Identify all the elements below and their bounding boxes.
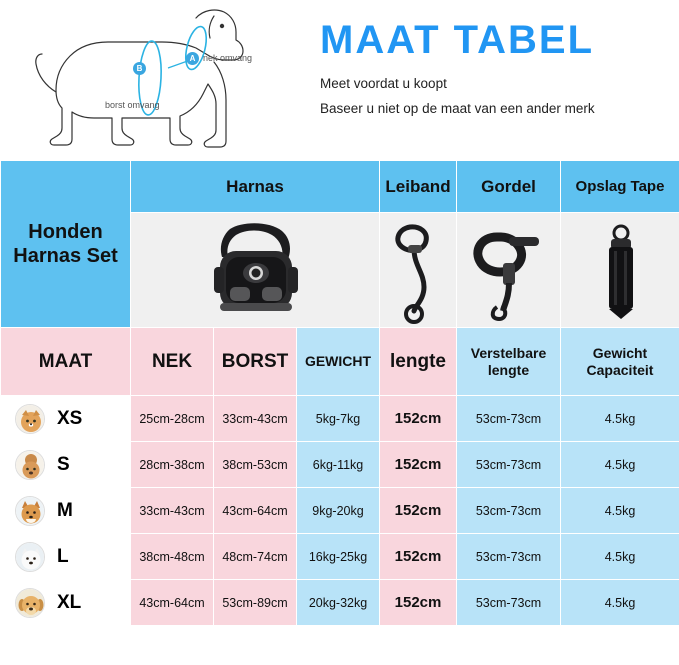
gewicht-capaciteit-value: 4.5kg	[561, 580, 679, 626]
lengte-value: 152cm	[380, 396, 457, 442]
badge-b-marker: B	[133, 62, 146, 75]
nek-value: 25cm-28cm	[131, 396, 214, 442]
table-row	[1, 442, 679, 488]
header	[0, 0, 679, 160]
verstelbare-lengte-value: 53cm-73cm	[457, 396, 561, 442]
nek-value: 38cm-48cm	[131, 534, 214, 580]
size-cell	[1, 534, 131, 580]
subtitle-line-2: Baseer u niet op de maat van een ander merk	[320, 101, 595, 116]
lengte-value: 152cm	[380, 488, 457, 534]
gewicht-value: 6kg-11kg	[297, 442, 380, 488]
subtitle-line-1: Meet voordat u koopt	[320, 76, 447, 91]
verstelbare-lengte-value: 53cm-73cm	[457, 534, 561, 580]
verstelbare-lengte-value: 53cm-73cm	[457, 580, 561, 626]
size-label: XS	[57, 407, 83, 429]
storage-tape-image-cell	[561, 213, 679, 328]
corner-title-cell: Honden Harnas Set	[1, 161, 131, 328]
nek-value: 43cm-64cm	[131, 580, 214, 626]
gewicht-capaciteit-value: 4.5kg	[561, 534, 679, 580]
size-cell	[1, 442, 131, 488]
column-header-gewicht: GEWICHT	[297, 328, 380, 396]
product-header-seatbelt: Gordel	[457, 161, 561, 213]
column-header-verstelbare-lengte: Verstelbare lengte	[457, 328, 561, 396]
lengte-value: 152cm	[380, 580, 457, 626]
neck-circumference-label: nek omvang	[203, 53, 253, 63]
column-header-row	[1, 328, 679, 396]
gewicht-value: 20kg-32kg	[297, 580, 380, 626]
size-label: XL	[57, 591, 82, 613]
size-cell	[1, 396, 131, 442]
verstelbare-lengte-value: 53cm-73cm	[457, 488, 561, 534]
dog-measurement-diagram	[0, 0, 310, 160]
pomeranian-avatar	[15, 404, 45, 434]
size-label: S	[57, 453, 70, 475]
gewicht-capaciteit-value: 4.5kg	[561, 488, 679, 534]
column-header-gewicht-capaciteit: Gewicht Capaciteit	[561, 328, 679, 396]
seatbelt-image-cell	[457, 213, 561, 328]
column-header-nek: NEK	[131, 328, 214, 396]
lengte-value: 152cm	[380, 442, 457, 488]
shiba-avatar	[15, 496, 45, 526]
nek-value: 28cm-38cm	[131, 442, 214, 488]
harness-image	[131, 215, 379, 325]
lengte-value: 152cm	[380, 534, 457, 580]
table-row	[1, 396, 679, 442]
column-header-maat: MAAT	[1, 328, 131, 396]
samoyed-avatar	[15, 542, 45, 572]
table-row	[1, 488, 679, 534]
column-header-lengte: lengte	[380, 328, 457, 396]
size-cell	[1, 488, 131, 534]
borst-value: 33cm-43cm	[214, 396, 297, 442]
seatbelt-image	[457, 215, 560, 325]
borst-value: 38cm-53cm	[214, 442, 297, 488]
gewicht-value: 5kg-7kg	[297, 396, 380, 442]
table-row	[1, 534, 679, 580]
poodle-avatar	[15, 450, 45, 480]
borst-value: 53cm-89cm	[214, 580, 297, 626]
product-header-storage-tape: Opslag Tape	[561, 161, 679, 213]
column-header-borst: BORST	[214, 328, 297, 396]
size-chart-table	[0, 160, 679, 626]
nek-value: 33cm-43cm	[131, 488, 214, 534]
product-header-row	[1, 161, 679, 213]
golden-retriever-avatar	[15, 588, 45, 618]
page-title: MAAT TABEL	[320, 18, 595, 62]
leash-image	[380, 215, 456, 325]
product-header-harness: Harnas	[131, 161, 380, 213]
size-label: L	[57, 545, 69, 567]
product-header-leash: Leiband	[380, 161, 457, 213]
header-text-block	[310, 0, 679, 160]
borst-value: 43cm-64cm	[214, 488, 297, 534]
borst-value: 48cm-74cm	[214, 534, 297, 580]
gewicht-value: 16kg-25kg	[297, 534, 380, 580]
leash-image-cell	[380, 213, 457, 328]
chest-circumference-label: borst omvang	[105, 100, 160, 110]
dog-outline-svg	[0, 0, 310, 160]
storage-strap-image	[561, 215, 679, 325]
badge-a-marker: A	[186, 52, 199, 65]
size-cell	[1, 580, 131, 626]
verstelbare-lengte-value: 53cm-73cm	[457, 442, 561, 488]
harness-image-cell	[131, 213, 380, 328]
size-label: M	[57, 499, 73, 521]
gewicht-capaciteit-value: 4.5kg	[561, 442, 679, 488]
gewicht-capaciteit-value: 4.5kg	[561, 396, 679, 442]
table-row	[1, 580, 679, 626]
gewicht-value: 9kg-20kg	[297, 488, 380, 534]
